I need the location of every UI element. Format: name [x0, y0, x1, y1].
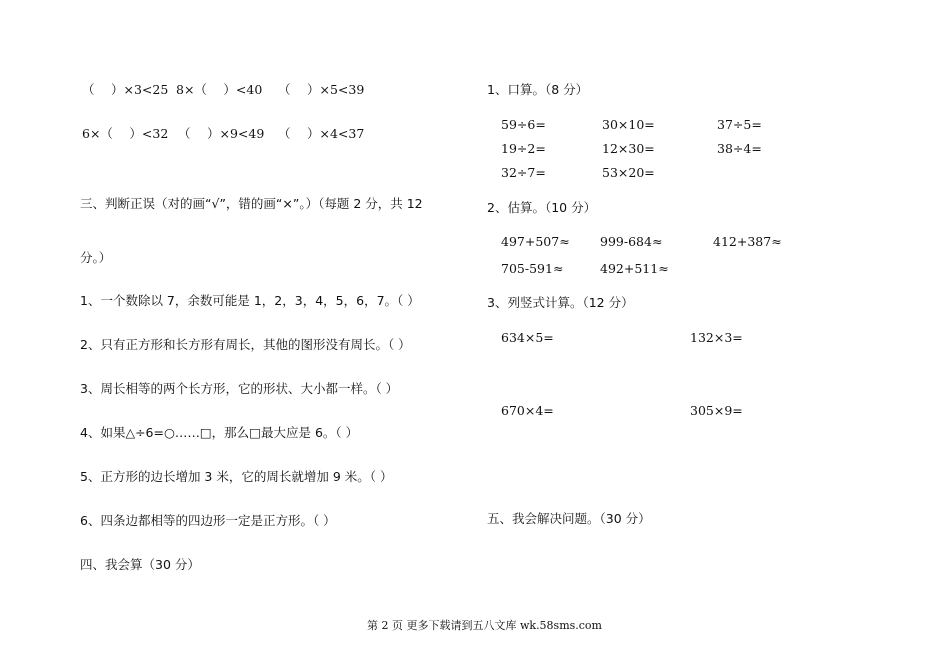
blank-inequality: （ ）×4<37 — [278, 126, 365, 141]
estimation-problem: 999-684≈ — [600, 234, 663, 249]
oral-problem: 59÷6= — [501, 117, 546, 132]
blank-inequality: 8×（ ）<40 — [176, 82, 263, 97]
judgment-item: 1、一个数除以 7，余数可能是 1，2，3，4，5，6，7。（ ） — [80, 293, 420, 308]
oral-calc-heading: 1、口算。（8 分） — [487, 82, 589, 97]
section-5-heading: 五、我会解决问题。（30 分） — [487, 511, 651, 526]
judgment-item: 5、正方形的边长增加 3 米，它的周长就增加 9 米。（ ） — [80, 469, 393, 484]
blank-inequality: （ ）×5<39 — [278, 82, 365, 97]
estimation-problem: 705-591≈ — [501, 261, 564, 276]
section-3-heading-continued: 分。） — [80, 250, 112, 265]
blank-inequality: （ ）×9<49 — [178, 126, 265, 141]
oral-problem: 37÷5= — [717, 117, 762, 132]
oral-problem: 53×20= — [602, 165, 655, 180]
oral-problem: 38÷4= — [717, 141, 762, 156]
vertical-problem: 305×9= — [690, 403, 743, 418]
judgment-item: 6、四条边都相等的四边形一定是正方形。（ ） — [80, 513, 336, 528]
vertical-problem: 132×3= — [690, 330, 743, 345]
estimation-problem: 412+387≈ — [713, 234, 782, 249]
judgment-item: 4、如果△÷6=○……□，那么□最大应是 6。（ ） — [80, 425, 359, 440]
judgment-item: 3、周长相等的两个长方形，它的形状、大小都一样。（ ） — [80, 381, 399, 396]
vertical-problem: 670×4= — [501, 403, 554, 418]
estimation-problem: 492+511≈ — [600, 261, 669, 276]
blank-inequality: 6×（ ）<32 — [82, 126, 169, 141]
oral-problem: 30×10= — [602, 117, 655, 132]
oral-problem: 32÷7= — [501, 165, 546, 180]
judgment-item: 2、只有正方形和长方形有周长，其他的图形没有周长。（ ） — [80, 337, 411, 352]
estimation-heading: 2、估算。（10 分） — [487, 200, 597, 215]
vertical-problem: 634×5= — [501, 330, 554, 345]
oral-problem: 19÷2= — [501, 141, 546, 156]
section-4-heading: 四、我会算（30 分） — [80, 557, 200, 572]
section-3-heading: 三、判断正误（对的画“√”，错的画“×”。）（每题 2 分，共 12 — [80, 196, 423, 211]
blank-inequality: （ ）×3<25 — [82, 82, 169, 97]
oral-problem: 12×30= — [602, 141, 655, 156]
estimation-problem: 497+507≈ — [501, 234, 570, 249]
page-footer: 第 2 页 更多下载请到五八文库 wk.58sms.com — [367, 619, 602, 632]
vertical-calc-heading: 3、列竖式计算。（12 分） — [487, 295, 634, 310]
